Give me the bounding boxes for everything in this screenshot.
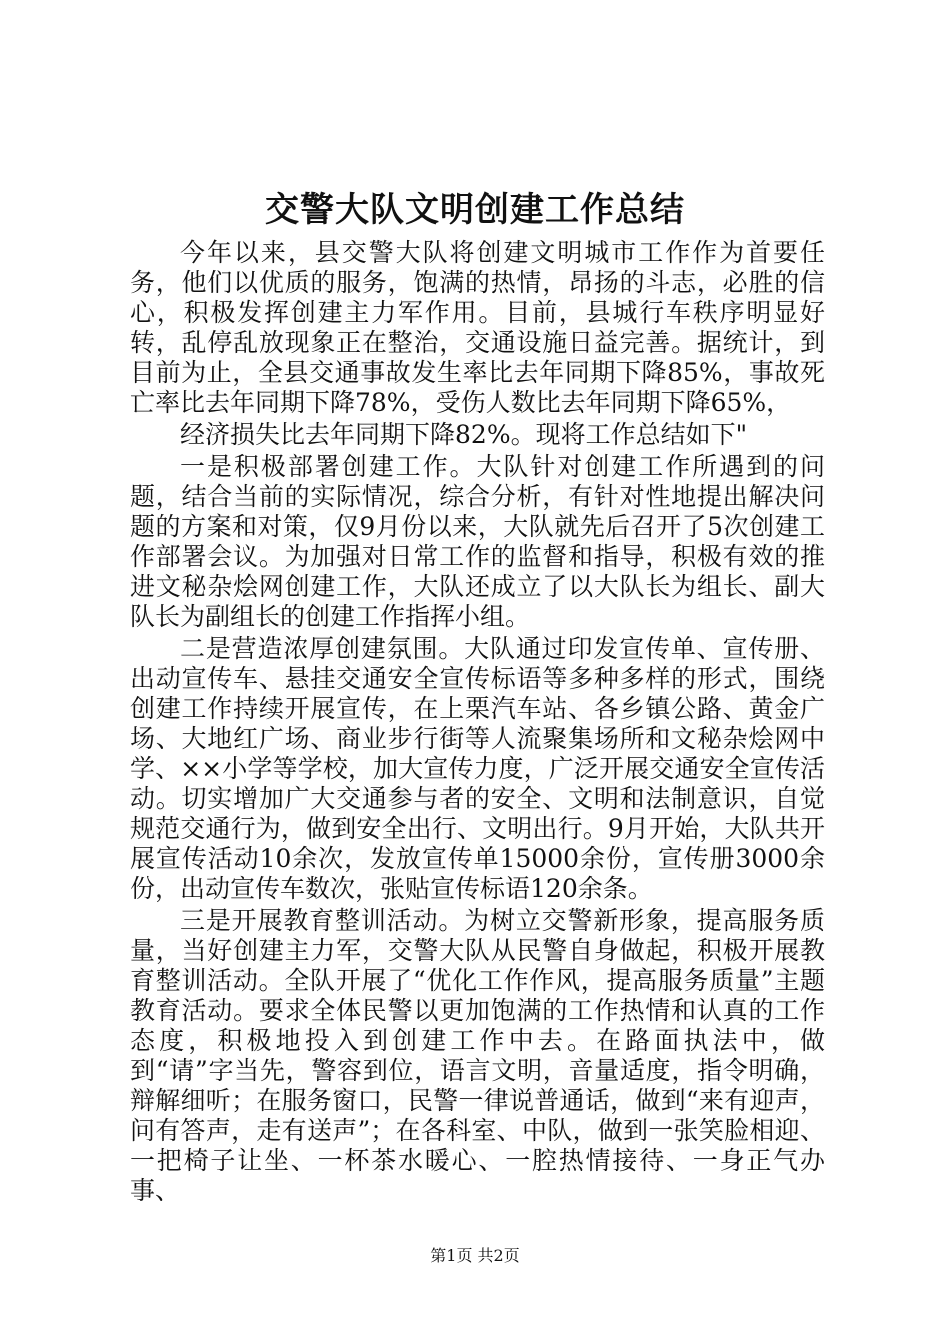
paragraph-economic-loss: 经济损失比去年同期下降82%。现将工作总结如下" [180,420,748,449]
paragraph-section-two: 二是营造浓厚创建氛围。大队通过印发宣传单、宣传册、出动宣传车、悬挂交通安全宣传标语等多种多样的形式，围绕创建工作持续开展宣传，在上栗汽车站、各乡镇公路、黄金广场、大地红广场、商业步行街等人流聚集场所和文秘杂烩网中学、××小学等学校，加大宣传力度，广泛开展交通安全宣传活动。切实增加广大交通参与者的安全、文明和法制意识，自觉规范交通行为，做到安全出行、文明出行。9月开始，大队共开展宣传活动10余次，发放宣传单15000余份，宣传册3000余份，出动宣传车数次，张贴宣传标语120余条。 [130,634,825,903]
paragraph-intro: 今年以来，县交警大队将创建文明城市工作作为首要任务，他们以优质的服务，饱满的热情，昂扬的斗志，必胜的信心，积极发挥创建主力军作用。目前，县城行车秩序明显好转，乱停乱放现象正在整治，交通设施日益完善。据统计，到目前为止，全县交通事故发生率比去年同期下降85%，事故死亡率比去年同期下降78%，受伤人数比去年同期下降65%， [130,238,825,417]
paragraph-section-three: 三是开展教育整训活动。为树立交警新形象，提高服务质量，当好创建主力军，交警大队从民警自身做起，积极开展教育整训活动。全队开展了“优化工作作风，提高服务质量”主题教育活动。要求全体民警以更加饱满的工作热情和认真的工作态度，积极地投入到创建工作中去。在路面执法中，做到“请”字当先，警容到位，语言文明，音量适度，指令明确，辩解细听；在服务窗口，民警一律说普通话，做到“来有迎声，问有答声，走有送声”；在各科室、中队，做到一张笑脸相迎、一把椅子让坐、一杯茶水暖心、一腔热情接待、一身正气办事、 [130,906,825,1205]
page-number-footer: 第1页 共2页 [430,1246,520,1265]
document-body [130,238,825,1208]
paragraph-section-one: 一是积极部署创建工作。大队针对创建工作所遇到的问题，结合当前的实际情况，综合分析，有针对性地提出解决问题的方案和对策，仅9月份以来，大队就先后召开了5次创建工作部署会议。为加强对日常工作的监督和指导，积极有效的推进文秘杂烩网创建工作，大队还成立了以大队长为组长、副大队长为副组长的创建工作指挥小组。 [130,452,825,631]
document-title: 交警大队文明创建工作总结 [265,190,685,230]
